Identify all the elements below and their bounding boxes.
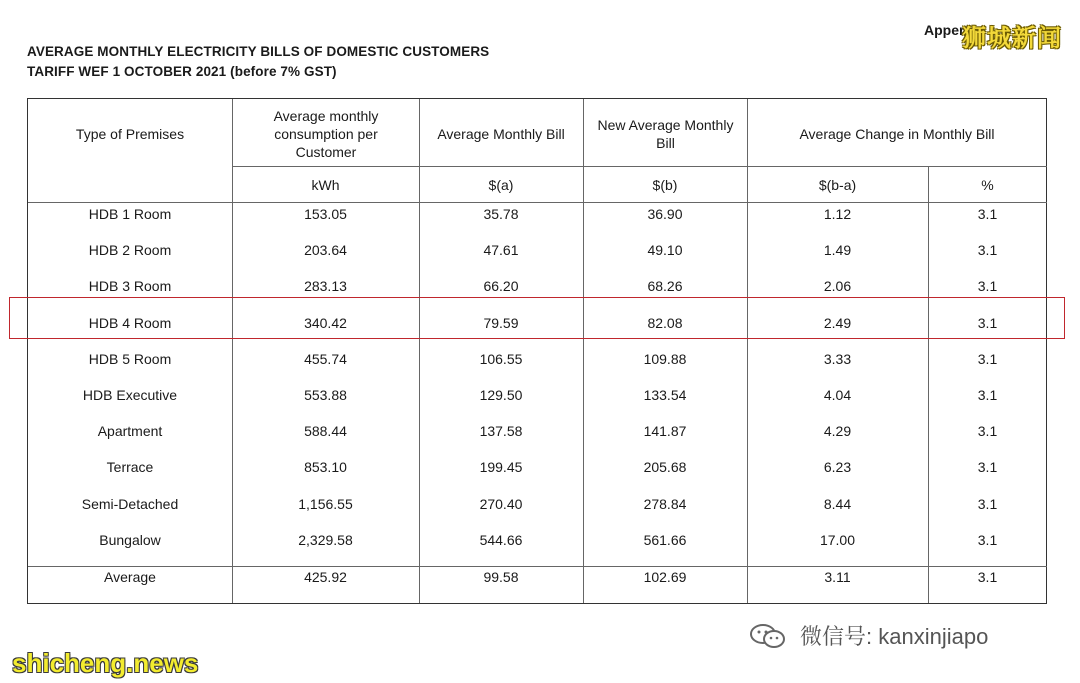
cell-change: 1.49 [823, 242, 852, 258]
cell-avg-bill: 99.58 [483, 569, 519, 585]
cell-consumption: 553.88 [304, 387, 347, 403]
cell-percent: 3.1 [977, 496, 998, 512]
unit-kwh: kWh [311, 177, 340, 193]
cell-consumption: 283.13 [304, 278, 347, 294]
cell-new-bill: 68.26 [647, 278, 683, 294]
cell-change: 3.33 [823, 351, 852, 367]
cell-percent: 3.1 [977, 459, 998, 475]
cell-percent: 3.1 [977, 315, 998, 331]
cell-type: Average [104, 569, 156, 585]
title-line-1: AVERAGE MONTHLY ELECTRICITY BILLS OF DOMESTIC CUSTOMERS [27, 44, 490, 59]
cell-change: 1.12 [823, 206, 852, 222]
cell-avg-bill: 66.20 [483, 278, 519, 294]
header-new-bill: New Average Monthly Bill [597, 117, 734, 151]
header-avg-bill: Average Monthly Bill [437, 126, 565, 142]
cell-new-bill: 36.90 [647, 206, 683, 222]
cell-avg-bill: 79.59 [483, 315, 519, 331]
cell-percent: 3.1 [977, 423, 998, 439]
header-consumption: Average monthly consumption per Customer [273, 108, 379, 160]
cell-consumption: 455.74 [304, 351, 347, 367]
cell-change: 6.23 [823, 459, 852, 475]
cell-new-bill: 205.68 [643, 459, 687, 475]
cell-percent: 3.1 [977, 569, 998, 585]
cell-new-bill: 278.84 [643, 496, 687, 512]
cell-new-bill: 133.54 [643, 387, 687, 403]
title-line-2: TARIFF WEF 1 OCTOBER 2021 (before 7% GST) [27, 64, 337, 79]
cell-percent: 3.1 [977, 206, 998, 222]
cell-consumption: 853.10 [304, 459, 347, 475]
unit-percent: % [981, 177, 994, 193]
cell-type: HDB Executive [82, 387, 178, 403]
cell-new-bill: 141.87 [643, 423, 687, 439]
header-type: Type of Premises [75, 126, 185, 142]
cell-consumption: 203.64 [304, 242, 347, 258]
cell-avg-bill: 129.50 [479, 387, 523, 403]
cell-type: HDB 1 Room [88, 206, 172, 222]
cell-type: Terrace [106, 459, 154, 475]
cell-avg-bill: 199.45 [479, 459, 523, 475]
cell-percent: 3.1 [977, 242, 998, 258]
cell-new-bill: 49.10 [647, 242, 683, 258]
cell-new-bill: 561.66 [643, 532, 687, 548]
cell-consumption: 153.05 [304, 206, 347, 222]
cell-new-bill: 102.69 [643, 569, 687, 585]
cell-type: HDB 3 Room [88, 278, 172, 294]
appendix-label: Apper [924, 22, 965, 38]
cell-percent: 3.1 [977, 278, 998, 294]
unit-a: $(a) [488, 177, 514, 193]
cell-new-bill: 109.88 [643, 351, 687, 367]
row-divider [232, 166, 1047, 167]
cell-change: 3.11 [824, 569, 851, 585]
cell-percent: 3.1 [977, 532, 998, 548]
electricity-bills-table [27, 98, 1047, 604]
unit-b: $(b) [652, 177, 678, 193]
cell-consumption: 340.42 [304, 315, 347, 331]
cell-avg-bill: 270.40 [479, 496, 523, 512]
cell-type: Bungalow [99, 532, 161, 548]
cell-avg-bill: 137.58 [479, 423, 523, 439]
cell-percent: 3.1 [977, 351, 998, 367]
cell-consumption: 1,156.55 [298, 496, 353, 512]
cell-percent: 3.1 [977, 387, 998, 403]
wechat-icon [748, 622, 788, 650]
cell-type: Semi-Detached [81, 496, 179, 512]
cell-change: 2.49 [823, 315, 852, 331]
cell-avg-bill: 544.66 [479, 532, 523, 548]
cell-avg-bill: 35.78 [483, 206, 519, 222]
cell-consumption: 2,329.58 [298, 532, 353, 548]
unit-b-minus-a: $(b-a) [818, 177, 857, 193]
cell-type: Apartment [97, 423, 163, 439]
cell-new-bill: 82.08 [647, 315, 683, 331]
wechat-watermark [748, 620, 988, 651]
cell-change: 17.00 [819, 532, 856, 548]
document-title [27, 42, 489, 82]
cell-consumption: 588.44 [304, 423, 347, 439]
cell-type: HDB 2 Room [88, 242, 172, 258]
cell-type: HDB 4 Room [88, 315, 172, 331]
cell-change: 2.06 [823, 278, 852, 294]
cell-change: 4.29 [823, 423, 852, 439]
highlight-box-hdb-4-room [9, 297, 1065, 339]
row-divider [28, 202, 1047, 203]
cell-change: 8.44 [823, 496, 852, 512]
wechat-id: 微信号: kanxinjiapo [800, 624, 989, 649]
watermark-top: 狮城新闻 [962, 25, 1062, 52]
cell-change: 4.04 [823, 387, 852, 403]
watermark-bottom: shicheng.news [12, 648, 199, 678]
cell-consumption: 425.92 [304, 569, 347, 585]
cell-avg-bill: 47.61 [483, 242, 519, 258]
cell-type: HDB 5 Room [88, 351, 172, 367]
header-change: Average Change in Monthly Bill [799, 126, 995, 142]
cell-avg-bill: 106.55 [479, 351, 523, 367]
